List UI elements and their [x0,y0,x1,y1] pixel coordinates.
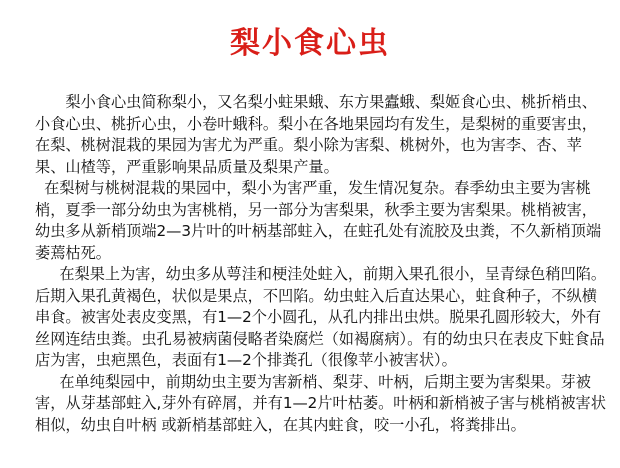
paragraph-fruit-damage: 在梨果上为害，幼虫多从萼洼和梗洼处蛀入，前期入果孔很小，呈青绿色稍凹陷。后期入果孔黄褐色，状似是果点，不凹陷。幼虫蛀入后直达果心，蛀食种子，不纵横串食。被害处表皮变黑，有1—2个小圆孔，从孔内排出虫烘。脱果孔圆形较大，外有丝网连结虫粪。虫孔易被病菌侵略者染腐烂（如褐腐病）。有的幼虫只在表皮下蛀食品店为害，虫疤黑色，表面有1—2个排粪孔（很像苹小被害状）。 [35,265,607,369]
paragraph-mixed-orchard: 在梨树与桃树混栽的果园中，梨小为害严重，发生情况复杂。春季幼虫主要为害桃梢，夏季一部分幼虫为害桃梢，另一部分为害梨果，秋季主要为害梨果。桃梢被害，幼虫多从新梢顶端2—3片叶的叶柄基部蛀入，在蛀孔处有流胶及虫粪，不久新梢顶端萎蔫枯死。 [35,179,602,262]
paragraph-intro: 梨小食心虫简称梨小，又名梨小蛀果蛾、东方果蠹蛾、梨姬食心虫、桃折梢虫、小食心虫、桃折心虫，小卷叶蛾科。梨小在各地果园均有发生，是梨树的重要害虫，在梨、桃树混栽的果园为害尤为严重。梨小除为害梨、桃树外，也为害李、杏、苹果、山楂等，严重影响果品质量及梨果产量。 [35,93,597,176]
document-title: 梨小食心虫 [230,26,390,61]
document-body [35,92,607,436]
paragraph-pure-pear-orchard: 在单纯梨园中，前期幼虫主要为害新梢、梨芽、叶柄，后期主要为害梨果。芽被害，从芽基部蛀入,芽外有碎屑，并有1—2片叶枯萎。叶柄和新梢被子害与桃梢被害状相似，幼虫自叶柄 或新梢基部蛀入，在其内蛀食，咬一小孔，将粪排出。 [35,372,606,434]
